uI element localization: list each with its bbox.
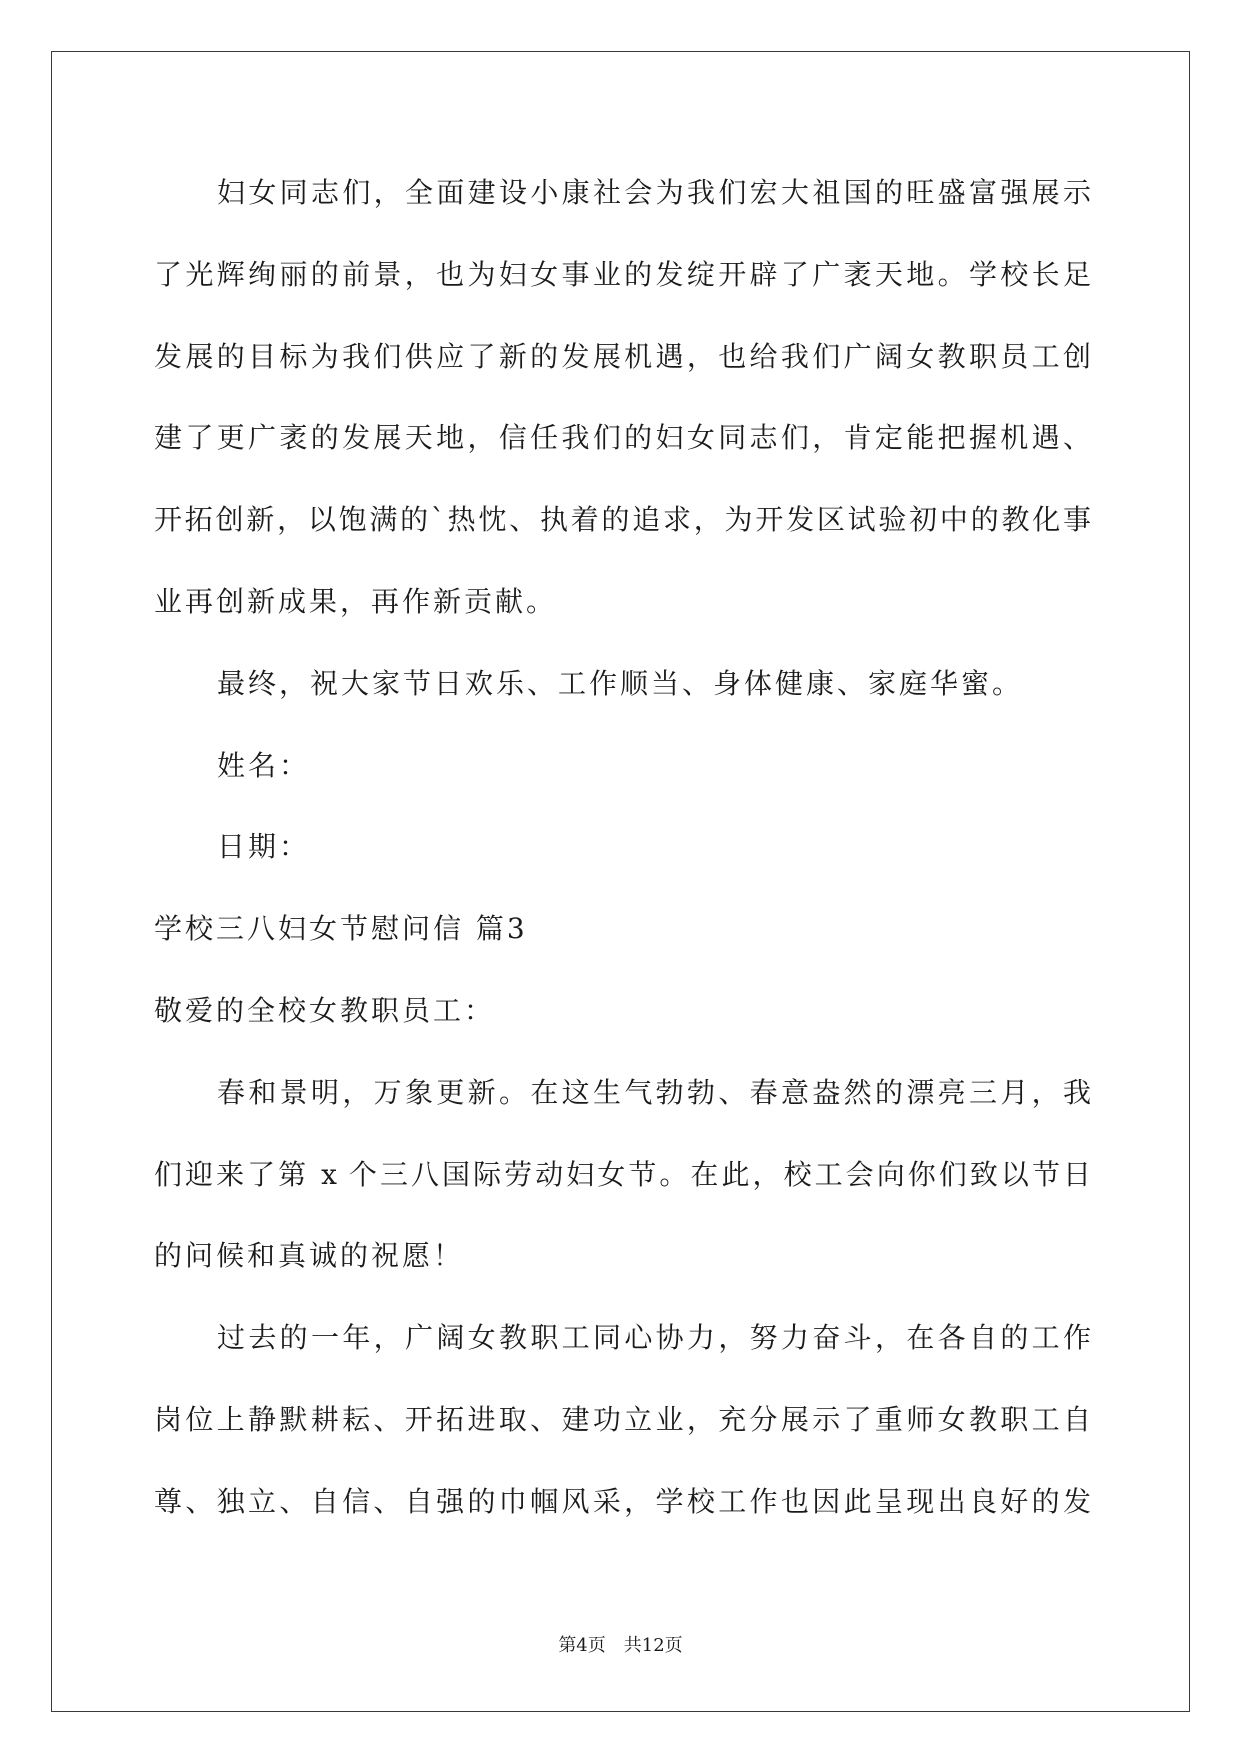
document-body [154, 152, 1091, 1543]
text-line: 春和景明，万象更新。在这生气勃勃、春意盎然的漂亮三月，我 [217, 1075, 1091, 1109]
text-line: 发展的目标为我们供应了新的发展机遇，也给我们广阔女教职员工创 [154, 339, 1091, 373]
text-line: 的问候和真诚的祝愿！ [154, 1239, 465, 1273]
page-number: 第4页 [558, 1635, 606, 1656]
text-line: 建了更广袤的发展天地，信任我们的妇女同志们，肯定能把握机遇、 [154, 421, 1091, 455]
text-line: 开拓创新，以饱满的`热忱、执着的追求，为开发区试验初中的教化事 [154, 503, 1091, 537]
text-line: 尊、独立、自信、自强的巾帼风采，学校工作也因此呈现出良好的发 [154, 1484, 1091, 1518]
date-label: 日期： [217, 830, 311, 864]
salutation: 敬爱的全校女教职员工： [154, 993, 496, 1027]
page-total: 共12页 [623, 1635, 683, 1656]
paragraph [154, 152, 1091, 643]
closing-wish: 最终，祝大家节日欢乐、工作顺当、身体健康、家庭华蜜。 [217, 666, 1024, 700]
section-heading: 学校三八妇女节慰问信 篇3 [154, 912, 528, 946]
text-line: 们迎来了第 x 个三八国际劳动妇女节。在此，校工会向你们致以节日 [154, 1157, 1091, 1191]
text-line: 过去的一年，广阔女教职工同心协力，努力奋斗，在各自的工作 [217, 1321, 1091, 1355]
text-line: 业再创新成果，再作新贡献。 [154, 584, 558, 618]
text-line: 岗位上静默耕耘、开拓进取、建功立业，充分展示了重师女教职工自 [154, 1402, 1091, 1436]
text-line: 妇女同志们，全面建设小康社会为我们宏大祖国的旺盛富强展示 [217, 176, 1091, 209]
paragraph [154, 1297, 1091, 1542]
name-label: 姓名： [217, 748, 311, 782]
paragraph [154, 1052, 1091, 1297]
text-line: 了光辉绚丽的前景，也为妇女事业的发绽开辟了广袤天地。学校长足 [154, 257, 1091, 291]
page-footer [0, 1634, 1241, 1658]
